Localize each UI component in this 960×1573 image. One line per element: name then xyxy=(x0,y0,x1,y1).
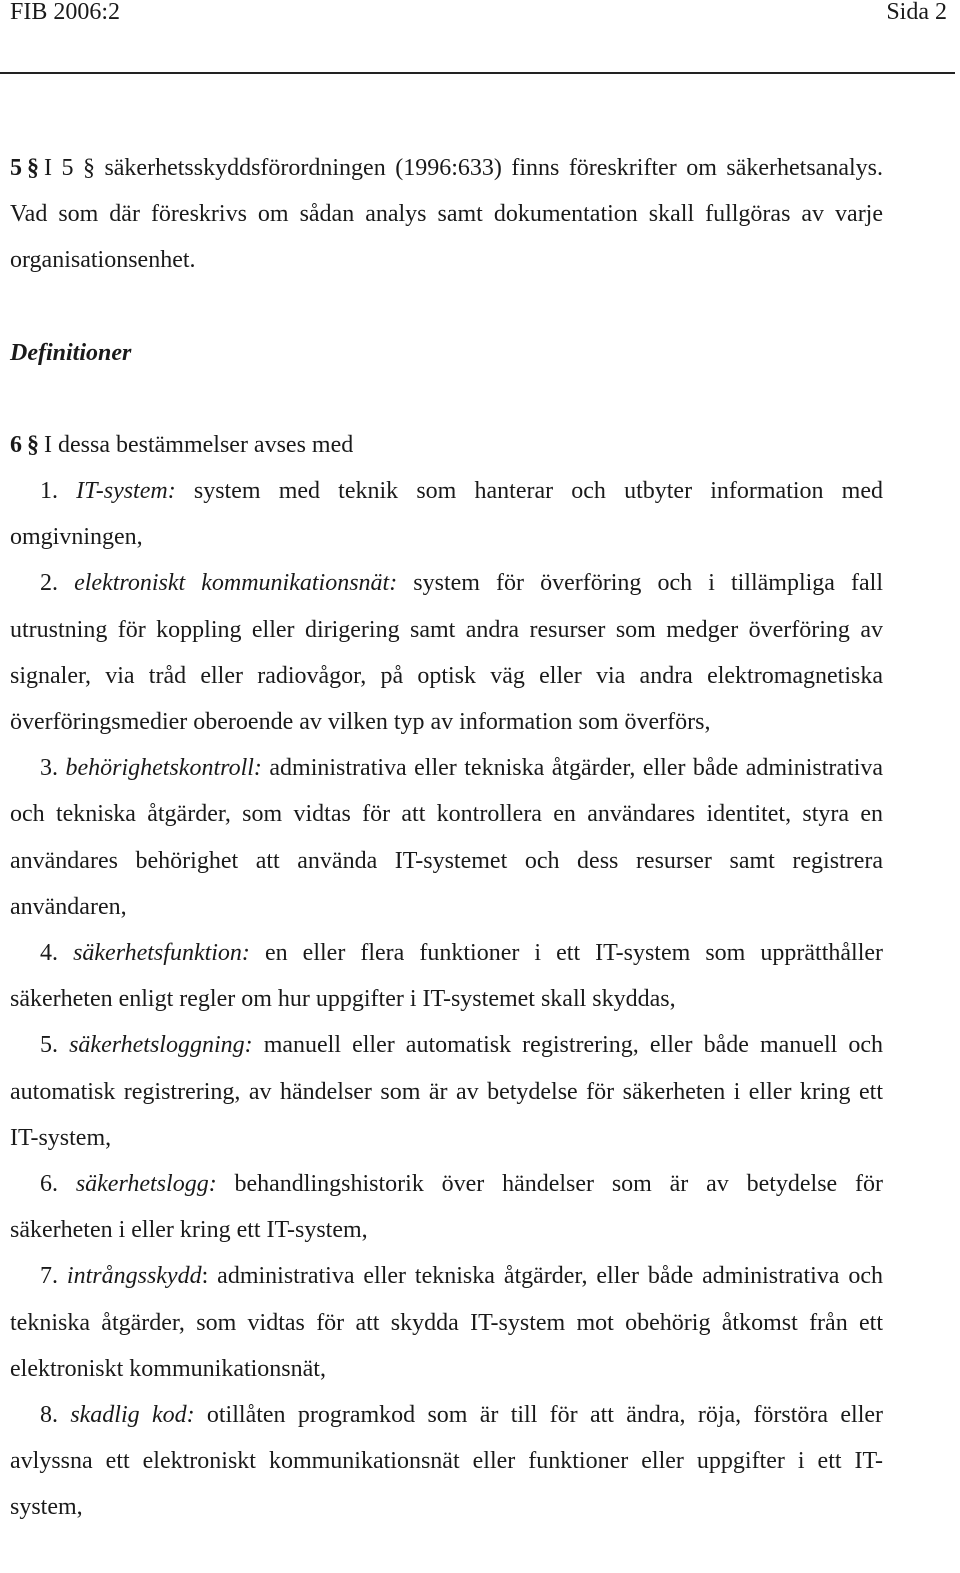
section-number: 5 xyxy=(10,155,22,181)
definition-text: otillåten programkod som är till för att ändra, röja, förstöra eller avlyssna ett elektroniskt kommunikationsnät eller funktioner eller uppgifter i ett IT-system, xyxy=(10,1402,884,1521)
definition-text: system med teknik som hanterar och utbyter information med omgivningen, xyxy=(10,478,884,551)
document-id: FIB 2006:2 xyxy=(10,0,121,25)
definition-text: system för överföring och i tillämpliga fall utrustning för koppling eller dirigering samt andra resurser som medger överföring av signaler, via tråd eller radiovågor, på optisk väg eller via andra elektromagnetiska överföringsmedier oberoende av vilken typ av information som överförs, xyxy=(10,570,884,736)
definition-term: säkerhetslogg: xyxy=(75,1171,217,1198)
definition-number: 6. xyxy=(40,1171,58,1198)
section-text: I 5 § säkerhetsskyddsförordningen (1996:633) finns föreskrifter om säkerhetsanalys. Vad som där föreskrivs om sådan analys samt dokumentation skall fullgöras av varje organisationsenhet. xyxy=(10,155,883,274)
section-intro: I dessa bestämmelser avses med xyxy=(44,431,354,458)
definition-item xyxy=(10,1161,883,1253)
page-number: Sida 2 xyxy=(886,0,947,25)
definition-term: intrångsskydd xyxy=(66,1263,202,1290)
definition-term: säkerhetsloggning: xyxy=(69,1032,253,1059)
section-number: 6 xyxy=(10,431,22,458)
definition-item xyxy=(10,560,883,745)
definition-term: IT-system: xyxy=(76,478,176,505)
section-sign: § xyxy=(27,431,39,458)
definition-item xyxy=(10,745,883,930)
spacer xyxy=(10,376,883,422)
definition-number: 2. xyxy=(40,570,58,597)
definition-number: 4. xyxy=(40,940,58,967)
definition-number: 3. xyxy=(40,755,58,782)
definition-text: administrativa eller tekniska åtgärder, eller både administrativa och tekniska åtgärder, som vidtas för att kontrollera en användares identitet, styra en användares behörighet att använda IT-systemet och dess resurser samt registrera användaren, xyxy=(10,755,884,920)
definition-item xyxy=(10,1022,883,1161)
definition-term: skadlig kod: xyxy=(70,1402,195,1429)
section-sign: § xyxy=(27,155,39,181)
definition-text: behandlingshistorik över händelser som är av betydelse för säkerheten i eller kring ett IT-system, xyxy=(10,1171,883,1244)
section-6-paragraph xyxy=(10,422,883,468)
definition-item xyxy=(10,930,883,1022)
definition-item xyxy=(10,1253,883,1392)
definition-term: elektroniskt kommunikationsnät: xyxy=(74,570,398,597)
definition-text: manuell eller automatisk registrering, eller både manuell och automatisk registrering, av händelser som är av betydelse för säkerheten i eller kring ett IT-system, xyxy=(10,1032,884,1151)
section-5-paragraph xyxy=(10,145,883,284)
definition-text: : administrativa eller tekniska åtgärder, eller både administrativa och tekniska åtgärder, som vidtas för att skydda IT-system mot obehörig åtkomst från ett elektroniskt kommunikationsnät, xyxy=(10,1263,883,1382)
definition-number: 1. xyxy=(40,478,58,505)
header-divider xyxy=(0,72,955,74)
definition-term: behörighetskontroll: xyxy=(65,755,262,782)
spacer xyxy=(10,284,883,330)
definition-number: 8. xyxy=(40,1402,58,1429)
definition-number: 7. xyxy=(40,1263,58,1290)
definition-term: säkerhetsfunktion: xyxy=(73,940,250,967)
definition-item xyxy=(10,468,883,560)
definition-item xyxy=(10,1392,883,1531)
section-heading: Definitioner xyxy=(10,339,132,366)
page-header xyxy=(10,0,947,27)
definition-text: en eller flera funktioner i ett IT-system som upprätthåller säkerheten enligt regler om hur uppgifter i IT-systemet skall skyddas, xyxy=(10,940,884,1013)
definition-number: 5. xyxy=(40,1032,58,1059)
document-body xyxy=(10,145,883,1531)
